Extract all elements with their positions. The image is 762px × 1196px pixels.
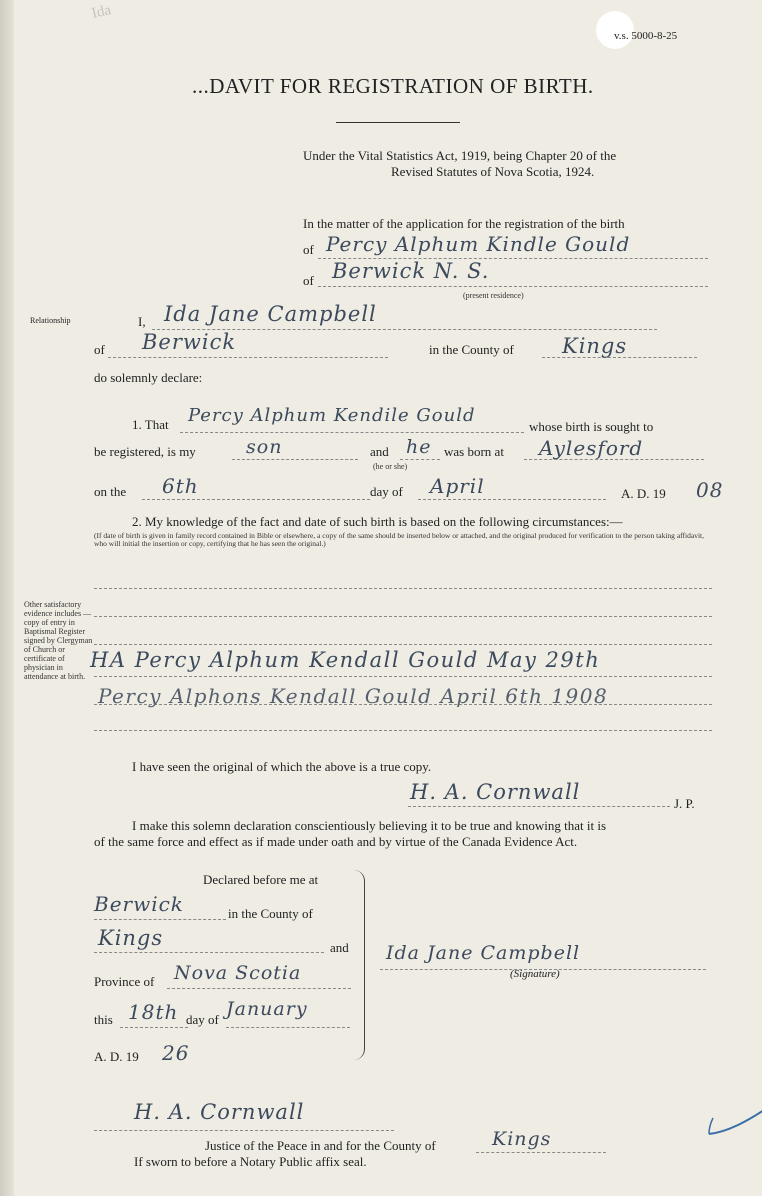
- pronoun-field: he: [406, 436, 432, 458]
- solemn-line-2: of the same force and effect as if made under oath and by virtue of the Canada Evidence Act.: [94, 834, 578, 849]
- county-label: in the County of: [429, 342, 514, 357]
- day-field: 6th: [162, 474, 199, 498]
- declarant-i-label: I,: [138, 314, 146, 329]
- residence-caption: (present residence): [463, 291, 524, 300]
- intro-line-1: Under the Vital Statistics Act, 1919, being Chapter 20 of the: [303, 148, 617, 163]
- affidavit-page: [14, 0, 762, 1196]
- jurat-day-field: 18th: [128, 1000, 179, 1024]
- jurat-this: this: [94, 1012, 113, 1027]
- residence-line: [318, 286, 708, 287]
- month-line: [418, 499, 606, 500]
- evidence-line-4: [94, 676, 712, 677]
- justice-line: Justice of the Peace in and for the County of: [205, 1138, 436, 1153]
- evidence-line-6: [94, 730, 712, 731]
- jurat-and: and: [330, 940, 349, 955]
- pronoun-caption: (he or she): [373, 462, 408, 471]
- declare-text: do solemnly declare:: [94, 370, 203, 385]
- child-name-field: Percy Alphum Kindle Gould: [326, 232, 631, 256]
- clause2-text: 2. My knowledge of the fact and date of such birth is based on the following circumstances:—: [132, 514, 623, 529]
- declarant-place-line: [108, 357, 388, 358]
- declarant-name-field: Ida Jane Campbell: [164, 302, 377, 326]
- matter-of-2: of: [303, 273, 314, 288]
- jurat-year-field: 26: [162, 1041, 190, 1065]
- county-field: Kings: [562, 334, 628, 358]
- jurat-county-field: Kings: [98, 926, 164, 950]
- clause1-whose: whose birth is sought to: [529, 419, 654, 434]
- page-title: ...DAVIT FOR REGISTRATION OF BIRTH.: [192, 74, 594, 98]
- month-field: April: [430, 474, 485, 498]
- clause1-and: and: [370, 444, 389, 459]
- province-line: [167, 988, 351, 989]
- declarant-place-field: Berwick: [142, 330, 237, 354]
- clause1-be-registered: be registered, is my: [94, 444, 196, 459]
- jurat-declared: Declared before me at: [203, 872, 319, 887]
- justice-signature-line: [94, 1130, 394, 1131]
- clause1-name-line: [180, 432, 524, 433]
- clause1-ad: A. D. 19: [621, 486, 666, 501]
- jurat-bracket: [354, 870, 365, 1060]
- solemn-line-1: I make this solemn declaration conscientiously believing it to be true and knowing that it is: [132, 818, 607, 833]
- jurat-ad: A. D. 19: [94, 1049, 139, 1064]
- notary-text: If sworn to before a Notary Public affix seal.: [134, 1154, 367, 1169]
- clause1-on-the: on the: [94, 484, 127, 499]
- jp-label: J. P.: [674, 796, 695, 811]
- province-field: Nova Scotia: [174, 962, 302, 984]
- clause1-born-at: was born at: [444, 444, 504, 459]
- relation-line: [232, 459, 358, 460]
- faint-mark: Ida: [90, 2, 113, 22]
- title-rule: [336, 122, 460, 123]
- jp-line: [408, 806, 670, 807]
- form-code: v.s. 5000-8-25: [614, 30, 678, 42]
- intro-line-2: Revised Statutes of Nova Scotia, 1924.: [391, 164, 595, 179]
- jurat-county-line: [94, 952, 324, 953]
- evidence-line-1: [94, 588, 712, 589]
- evidence-entry-2: Percy Alphons Kendall Gould April 6th 1908: [98, 684, 609, 708]
- birthplace-field: Aylesford: [539, 436, 644, 460]
- jurat-month-field: January: [226, 998, 308, 1020]
- residence-field: Berwick N. S.: [332, 259, 490, 283]
- clause2-note: (If date of birth is given in family record contained in Bible or elsewhere, a copy of the same should be inserted below or attached, and the original produced for verification to the person taking affidavit, who will initial the insertion or copy, certifying that he has seen the original.): [94, 531, 704, 548]
- evidence-line-3: [94, 644, 712, 645]
- matter-of-1: of: [303, 242, 314, 257]
- justice-county-field: Kings: [492, 1128, 552, 1150]
- jurat-day-of: day of: [186, 1012, 219, 1027]
- clause1-child-name: Percy Alphum Kendile Gould: [188, 405, 476, 426]
- province-label: Province of: [94, 974, 155, 989]
- day-line: [142, 499, 370, 500]
- relationship-label: Relationship: [30, 316, 71, 325]
- justice-signature: H. A. Cornwall: [134, 1100, 305, 1124]
- jurat-place-line: [94, 919, 226, 920]
- clause1-day-of: day of: [370, 484, 403, 499]
- declarant-signature: Ida Jane Campbell: [386, 942, 581, 964]
- certify-text: I have seen the original of which the above is a true copy.: [132, 759, 432, 774]
- jurat-in-county: in the County of: [228, 906, 313, 921]
- jurat-month-line: [226, 1027, 350, 1028]
- matter-lead: In the matter of the application for the registration of the birth: [303, 216, 625, 231]
- evidence-line-2: [94, 616, 712, 617]
- year-field: 08: [696, 478, 724, 502]
- pen-stroke-mark: [707, 1098, 762, 1138]
- justice-county-line: [476, 1152, 606, 1153]
- jurat-place-field: Berwick: [94, 892, 184, 916]
- evidence-entry-1: HA Percy Alphum Kendall Gould May 29th: [90, 648, 601, 672]
- clause1-that: 1. That: [132, 417, 169, 432]
- jp-signature: H. A. Cornwall: [410, 780, 581, 804]
- pronoun-line: [400, 459, 440, 460]
- side-note: Other satisfactory evidence includes —copy of entry in Baptismal Register signed by Clergyman of Church or certificate of physician in attendance at birth.: [24, 600, 93, 681]
- relation-field: son: [246, 436, 283, 458]
- declarant-of-label: of: [94, 342, 105, 357]
- jurat-day-line: [120, 1027, 188, 1028]
- signature-caption: (Signature): [510, 968, 560, 980]
